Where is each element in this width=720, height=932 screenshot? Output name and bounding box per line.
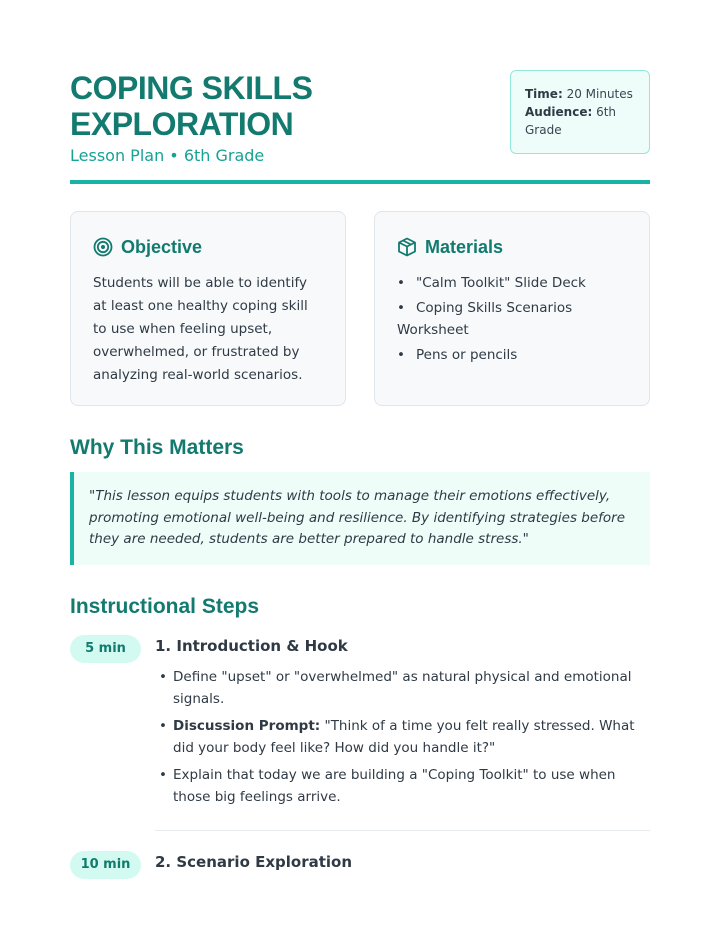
list-item xyxy=(155,667,650,710)
page-title: COPING SKILLS EXPLORATION xyxy=(70,70,313,142)
materials-card xyxy=(374,211,650,406)
list-item: • Pens or pencils xyxy=(397,347,518,363)
objective-text: Students will be able to identify at least one healthy coping skill to use when feeling upset, overwhelmed, or frustrated by analyzing real-world scenarios. xyxy=(93,275,308,383)
time-label: Time: xyxy=(525,87,563,101)
list-item xyxy=(155,765,650,808)
lesson-header xyxy=(70,70,650,184)
step-divider xyxy=(155,830,650,831)
materials-list xyxy=(397,272,627,366)
audience-row xyxy=(525,103,635,139)
objective-card xyxy=(70,211,346,406)
duration-badge: 10 min xyxy=(70,851,141,879)
material-text: Coping Skills Scenarios Worksheet xyxy=(397,300,573,338)
material-text: Pens or pencils xyxy=(416,347,518,363)
step-title: 2. Scenario Exploration xyxy=(155,853,353,871)
step-bullets xyxy=(155,667,650,814)
duration-badge: 5 min xyxy=(70,635,141,663)
objective-title: Objective xyxy=(121,236,203,257)
bullet-text: Explain that today we are building a "Coping Toolkit" to use when those big feelings arrive. xyxy=(173,767,616,805)
bullet-text: "Think of a time you felt really stressed. What did your body feel like? How did you handle it?" xyxy=(173,718,635,756)
list-item xyxy=(155,716,650,759)
material-text: "Calm Toolkit" Slide Deck xyxy=(416,275,586,291)
bullet-prefix: Discussion Prompt: xyxy=(173,718,321,734)
target-icon xyxy=(93,237,113,257)
time-row xyxy=(525,85,635,103)
header-divider xyxy=(70,180,650,184)
audience-value: 6th Grade xyxy=(525,105,617,137)
page-subtitle: Lesson Plan • 6th Grade xyxy=(70,146,265,165)
materials-header xyxy=(397,234,627,260)
list-item: • "Calm Toolkit" Slide Deck xyxy=(397,275,586,291)
why-heading: Why This Matters xyxy=(70,436,244,459)
lesson-info-box xyxy=(510,70,650,154)
materials-title: Materials xyxy=(425,236,504,257)
list-item: • Coping Skills Scenarios Worksheet xyxy=(397,300,573,338)
why-quote: "This lesson equips students with tools to manage their emotions effectively, promoting emotional well-being and resilience. By identifying strategies before they are needed, students are better prepared to handle stress." xyxy=(70,472,650,565)
box-icon xyxy=(397,237,417,257)
time-value: 20 Minutes xyxy=(566,87,633,101)
objective-header xyxy=(93,234,323,260)
audience-label: Audience: xyxy=(525,105,593,119)
step-title: 1. Introduction & Hook xyxy=(155,637,348,655)
steps-heading: Instructional Steps xyxy=(70,595,260,618)
bullet-text: Define "upset" or "overwhelmed" as natural physical and emotional signals. xyxy=(173,669,632,707)
